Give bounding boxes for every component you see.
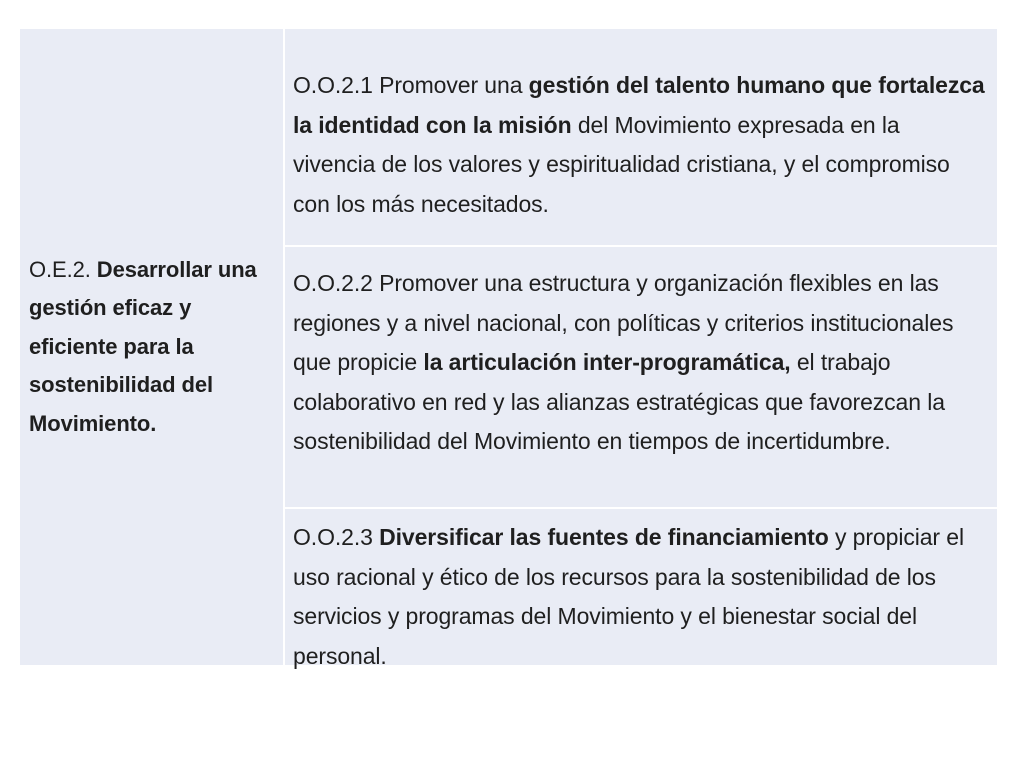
operational-objective-3-suffix: y propiciar el uso racional y ético de los recursos para la sostenibilidad de los servicios y programas del Movimiento y el bienestar social del personal. [293, 524, 964, 669]
operational-objective-cell-2 [285, 247, 997, 509]
strategic-objective-cell [20, 29, 285, 665]
strategic-objective-code: O.E.2. [29, 256, 97, 282]
operational-objective-2-prefix: O.O.2.2 Promover una estructura y organización flexibles en las regiones y a nivel nacional, con políticas y criterios institucionales que propicie [293, 270, 954, 375]
operational-objective-1-highlight: gestión del talento humano que fortalezca la identidad con la misión [293, 72, 985, 138]
operational-objective-3-prefix: O.O.2.3 [293, 524, 380, 550]
operational-objective-text-3 [293, 518, 985, 676]
operational-objective-cell-3 [285, 509, 997, 669]
objectives-table [20, 29, 997, 669]
operational-objective-1-prefix: O.O.2.1 Promover una [293, 72, 529, 98]
operational-objective-text-1 [293, 66, 985, 224]
operational-objective-1-suffix: del Movimiento expresada en la vivencia de los valores y espiritualidad cristiana, y el compromiso con los más necesitados. [293, 111, 950, 217]
operational-objective-text-2 [293, 264, 985, 462]
operational-objective-2-suffix: el trabajo colaborativo en red y las alianzas estratégicas que favorezcan la sostenibilidad del Movimiento en tiempos de incertidumbre. [293, 349, 945, 454]
strategic-objective-title: Desarrollar una gestión eficaz y eficiente para la sostenibilidad del Movimiento. [29, 256, 257, 436]
operational-objective-2-highlight: la articulación inter-programática, [423, 349, 791, 375]
operational-objective-3-highlight: Diversificar las fuentes de financiamiento [379, 524, 829, 550]
operational-objective-cell-1 [285, 29, 997, 247]
strategic-objective-text [29, 251, 277, 444]
